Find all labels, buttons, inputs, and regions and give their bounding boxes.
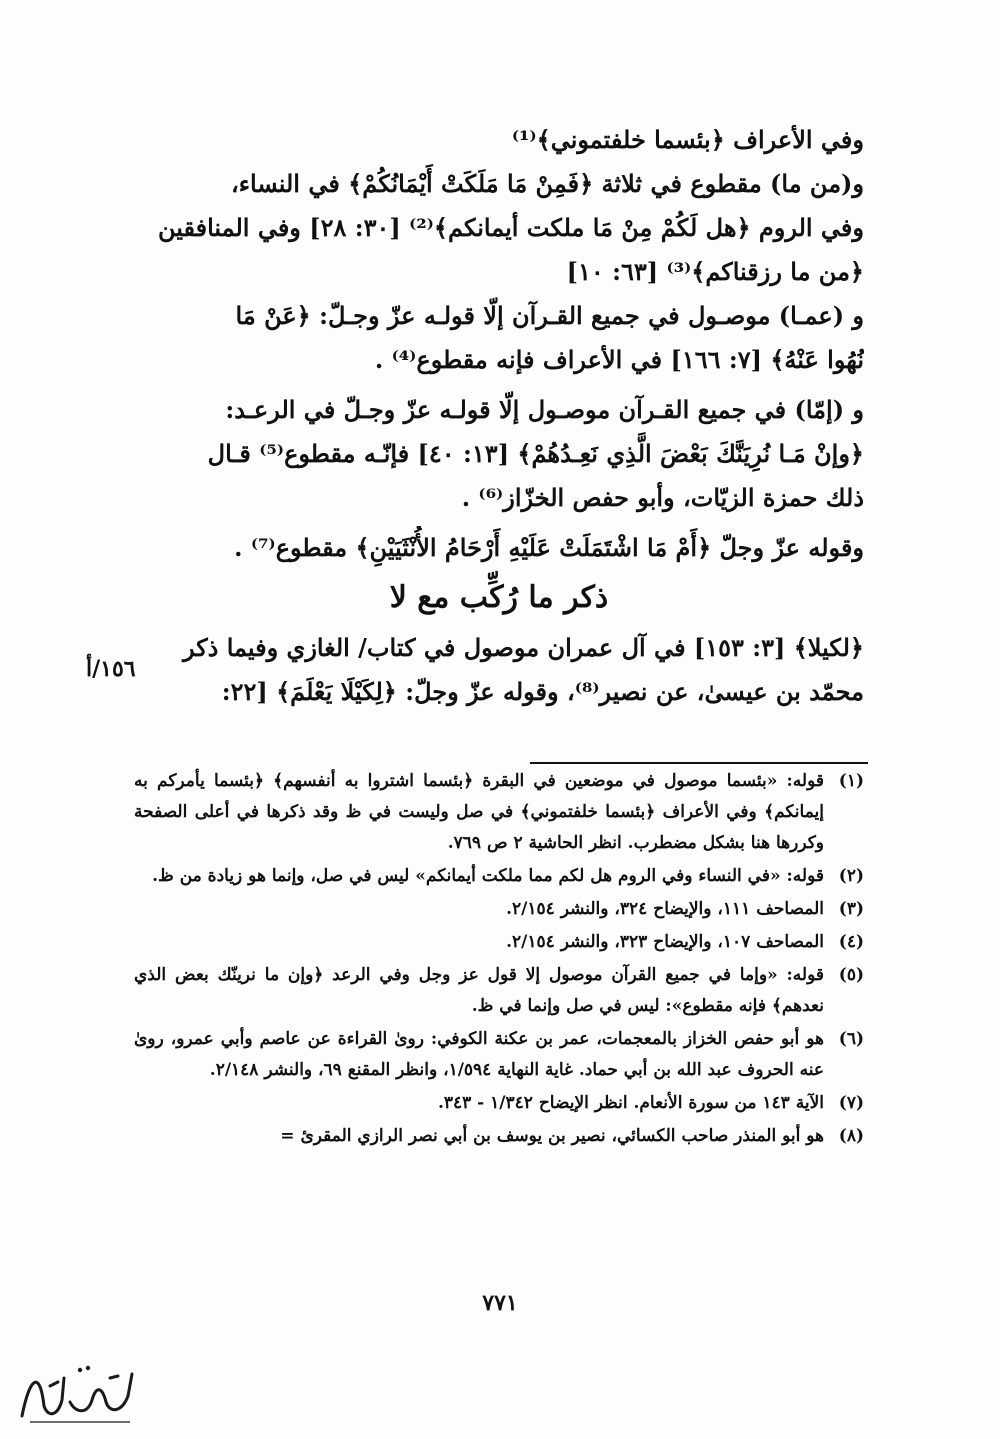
footnote-number: (٤) xyxy=(838,932,864,952)
text-line-4: ﴿من ما رزقناكم﴾⁽³⁾ [٦٣: ١٠] xyxy=(566,257,864,286)
footnote xyxy=(134,960,864,1022)
footnote-number: (٥) xyxy=(838,965,864,985)
footnote-text: قوله: «في النساء وفي الروم هل لكم مما ملكت أيمانكم» ليس في صل، وإنما هو زيادة من ظ. xyxy=(152,866,824,886)
footnote-number: (٢) xyxy=(838,866,864,886)
footnotes xyxy=(134,766,864,1154)
text-line-1: وفي الأعراف ﴿بئسما خلفتموني﴾⁽¹⁾ xyxy=(511,125,864,154)
footnote-text: الآية ١٤٣ من سورة الأنعام. انظر الإيضاح ١/٣٤٢ - ٣٤٣. xyxy=(437,1093,824,1113)
manuscript-folio-ref: ١٥٦/أ xyxy=(86,656,136,682)
text-line-10: وقوله عزّ وجلّ ﴿أَمْ مَا اشْتَمَلَتْ عَلَيْهِ أَرْحَامُ الأُنْثَيَيْنِ﴾ مقطوع⁽⁷⁾ . xyxy=(234,533,864,562)
text-line-11: ﴿لكيلا﴾ [٣: ١٥٣] في آل عمران موصول في كتاب/ الغازي وفيما ذكر xyxy=(183,633,864,662)
text-line-7: و (إمّا) في جميع القـرآن موصـول إلّا قولـه عزّ وجـلّ في الرعـد: xyxy=(225,395,864,424)
text-line-3: وفي الروم ﴿هل لَكُمْ مِنْ مَا ملكت أيمانكم﴾⁽²⁾ [٣٠: ٢٨] وفي المنافقين xyxy=(157,213,864,242)
footnote xyxy=(134,1121,864,1152)
footnote-number: (٣) xyxy=(838,899,864,919)
text-line-6: نُهُوا عَنْهُ﴾ [٧: ١٦٦] في الأعراف فإنه مقطوع⁽⁴⁾ . xyxy=(374,345,864,374)
page-number: ٧٧١ xyxy=(482,1290,518,1316)
footnote-number: (٧) xyxy=(838,1093,864,1113)
text-line-2: و(من ما) مقطوع في ثلاثة ﴿فَمِنْ مَا مَلَكَتْ أَيْمَانُكُمْ﴾ في النساء، xyxy=(231,169,864,198)
calligraphy-logo xyxy=(10,1356,146,1430)
section-heading: ذكر ما رُكِّب مع لا xyxy=(389,580,609,615)
text-line-8: ﴿وإنْ مَـا نُرِيَنَّكَ بَعْضَ الَّذِي نَعِـدُهُمْ﴾ [١٣: ٤٠] فإنّـه مقطوع⁽⁵⁾ قـال xyxy=(207,439,864,468)
footnote-text: قوله: «بئسما موصول في موضعين في البقرة ﴿بئسما اشتروا به أنفسهم﴾ ﴿بئسما يأمركم به إيمانكم﴾ وفي الأعراف ﴿بئسما خلفتموني﴾ في صل وليست في ظ وقد ذكرها في أعلى الصفحة وكررها هنا بشكل مضطرب. انظر الحاشية ٢ ص ٧٦٩. xyxy=(134,771,824,853)
footnote-text: المصاحف ١١١، والإيضاح ٣٢٤، والنشر ٢/١٥٤. xyxy=(506,899,824,919)
footnote xyxy=(134,1088,864,1119)
footnote xyxy=(134,927,864,958)
calligraphy-logo-icon xyxy=(10,1356,146,1430)
footnote xyxy=(134,766,864,859)
footnote-text: المصاحف ١٠٧، والإيضاح ٣٢٣، والنشر ٢/١٥٤. xyxy=(506,932,824,952)
text-line-5: و (عمـا) موصـول في جميع القـرآن إلّا قولـه عزّ وجـلّ: ﴿عَنْ مَا xyxy=(235,301,864,330)
text-line-9: ذلك حمزة الزيّات، وأبو حفص الخزّاز⁽⁶⁾ . xyxy=(461,483,864,512)
footnote-divider xyxy=(530,762,868,764)
footnote xyxy=(134,894,864,925)
footnote-text: هو أبو المنذر صاحب الكسائي، نصير بن يوسف بن أبي نصر الرازي المقرئ = xyxy=(280,1126,824,1146)
text-line-12: محمّد بن عيسىٰ، عن نصير⁽⁸⁾، وقوله عزّ وجلّ: ﴿لِكَيْلَا يَعْلَمَ﴾ [٢٢: xyxy=(221,677,864,706)
footnote-text: قوله: «وإما في جميع القرآن موصول إلا قول عز وجل وفي الرعد ﴿وإن ما نرينّك بعض الذي نعدهم﴾ فإنه مقطوع»: ليس في صل وإنما في ظ. xyxy=(134,965,824,1016)
footnote-text: هو أبو حفص الخزاز بالمعجمات، عمر بن عكنة الكوفي: روىٰ القراءة عن عاصم وأبي عمرو، روىٰ عنه الحروف عبد الله بن أبي حماد. غاية النهاية ١/٥٩٤، وانظر المقنع ٦٩، والنشر ٢/١٤٨. xyxy=(134,1029,824,1080)
footnote-number: (٨) xyxy=(838,1126,864,1146)
footnote xyxy=(134,1024,864,1086)
main-text xyxy=(134,118,864,714)
footnote xyxy=(134,861,864,892)
footnote-number: (١) xyxy=(838,771,864,791)
footnote-number: (٦) xyxy=(838,1029,864,1049)
